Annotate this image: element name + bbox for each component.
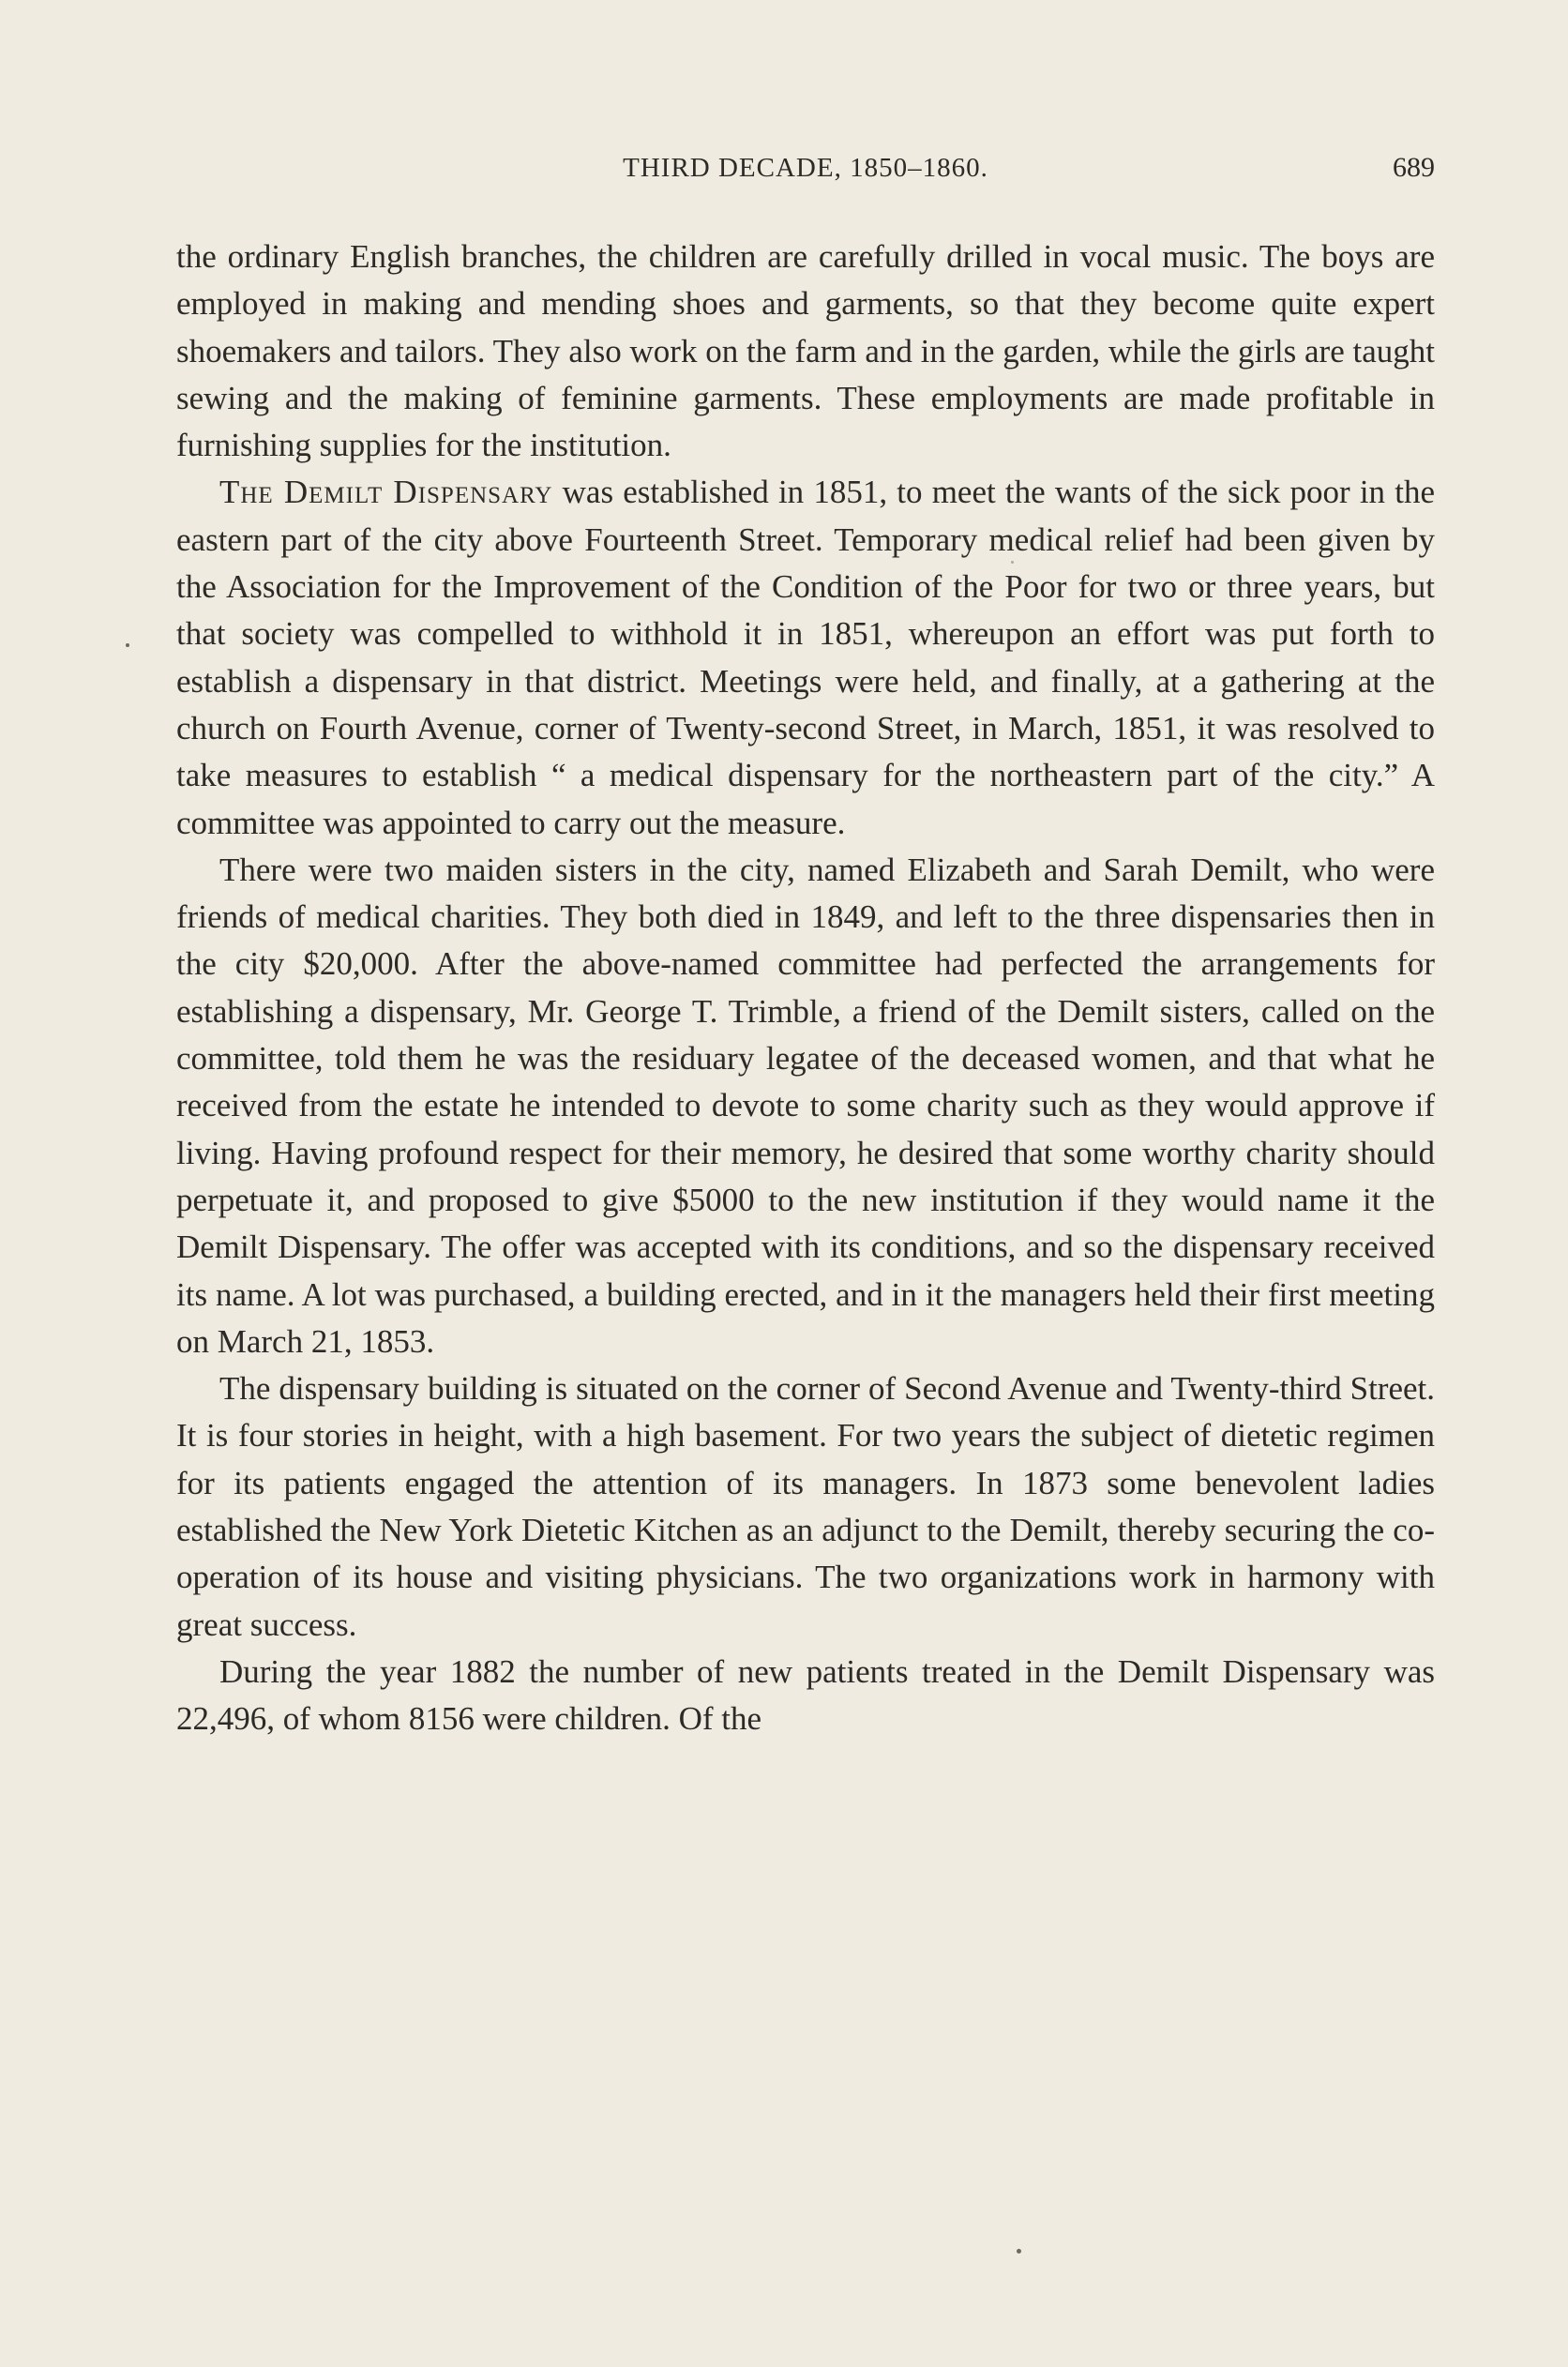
paragraph-2-text: was established in 1851, to meet the wants of the sick poor in the eastern part of the city above Fourteenth Street. Temporary medical relief had been given by the Association for the Improvement of the Condition of the Poor for two or three years, but that society was compelled to withhold it in 1851, whereupon an effort was put forth to establish a dispensary in that district. Meetings were held, and finally, at a gathering at the church on Fourth Avenue, corner of Twenty-second Street, in March, 1851, it was resolved to take measures to establish “ a medical dispensary for the northeastern part of the city.” A committee was appointed to carry out the measure.: [176, 474, 1435, 841]
running-title: THIRD DECADE, 1850–1860.: [623, 153, 988, 183]
paragraph-2: [176, 469, 1435, 846]
paragraph-4: [176, 1365, 1435, 1649]
paragraph-5-text: During the year 1882 the number of new patients treated in the Demilt Dispensary was 22,496, of whom 8156 were children. Of the: [176, 1652, 1435, 1738]
body-text: [176, 234, 1435, 1743]
running-head: [176, 147, 1435, 188]
paragraph-3: [176, 847, 1435, 1365]
paragraph-1: [176, 234, 1435, 469]
paragraph-2-lead: The Demilt Dispensary: [219, 474, 553, 511]
paper-speck: [126, 643, 129, 647]
paragraph-1-text: the ordinary English branches, the children are carefully drilled in vocal music. The boys are employed in making and mending shoes and garments, so that they become quite expert shoemakers and tailors. They also work on the farm and in the garden, while the girls are taught sewing and the making of feminine garments. These employments are made profitable in furnishing supplies for the institution.: [176, 238, 1435, 464]
paper-speck: [1017, 2249, 1021, 2254]
paper-speck: [1011, 561, 1014, 564]
paragraph-3-text: There were two maiden sisters in the city, named Elizabeth and Sarah Demilt, who were friends of medical charities. They both died in 1849, and left to the three dispensaries then in the city $20,000. After the above-named committee had perfected the arrangements for establishing a dispensary, Mr. George T. Trimble, a friend of the Demilt sisters, called on the committee, told them he was the residuary legatee of the deceased women, and that what he received from the estate he intended to devote to some charity such as they would approve if living. Having profound respect for their memory, he desired that some worthy charity should perpetuate it, and proposed to give $5000 to the new institution if they would name it the Demilt Dispensary. The offer was accepted with its conditions, and so the dispensary received its name. A lot was purchased, a building erected, and in it the managers held their first meeting on March 21, 1853.: [176, 851, 1435, 1360]
paragraph-5: [176, 1649, 1435, 1743]
page-number: 689: [1393, 152, 1435, 183]
paragraph-4-text: The dispensary building is situated on the corner of Second Avenue and Twenty-third Street. It is four stories in height, with a high basement. For two years the subject of dietetic regimen for its patients engaged the attention of its managers. In 1873 some benevolent ladies established the New York Dietetic Kitchen as an adjunct to the Demilt, thereby securing the co-operation of its house and visiting physicians. The two organizations work in harmony with great success.: [176, 1370, 1435, 1643]
